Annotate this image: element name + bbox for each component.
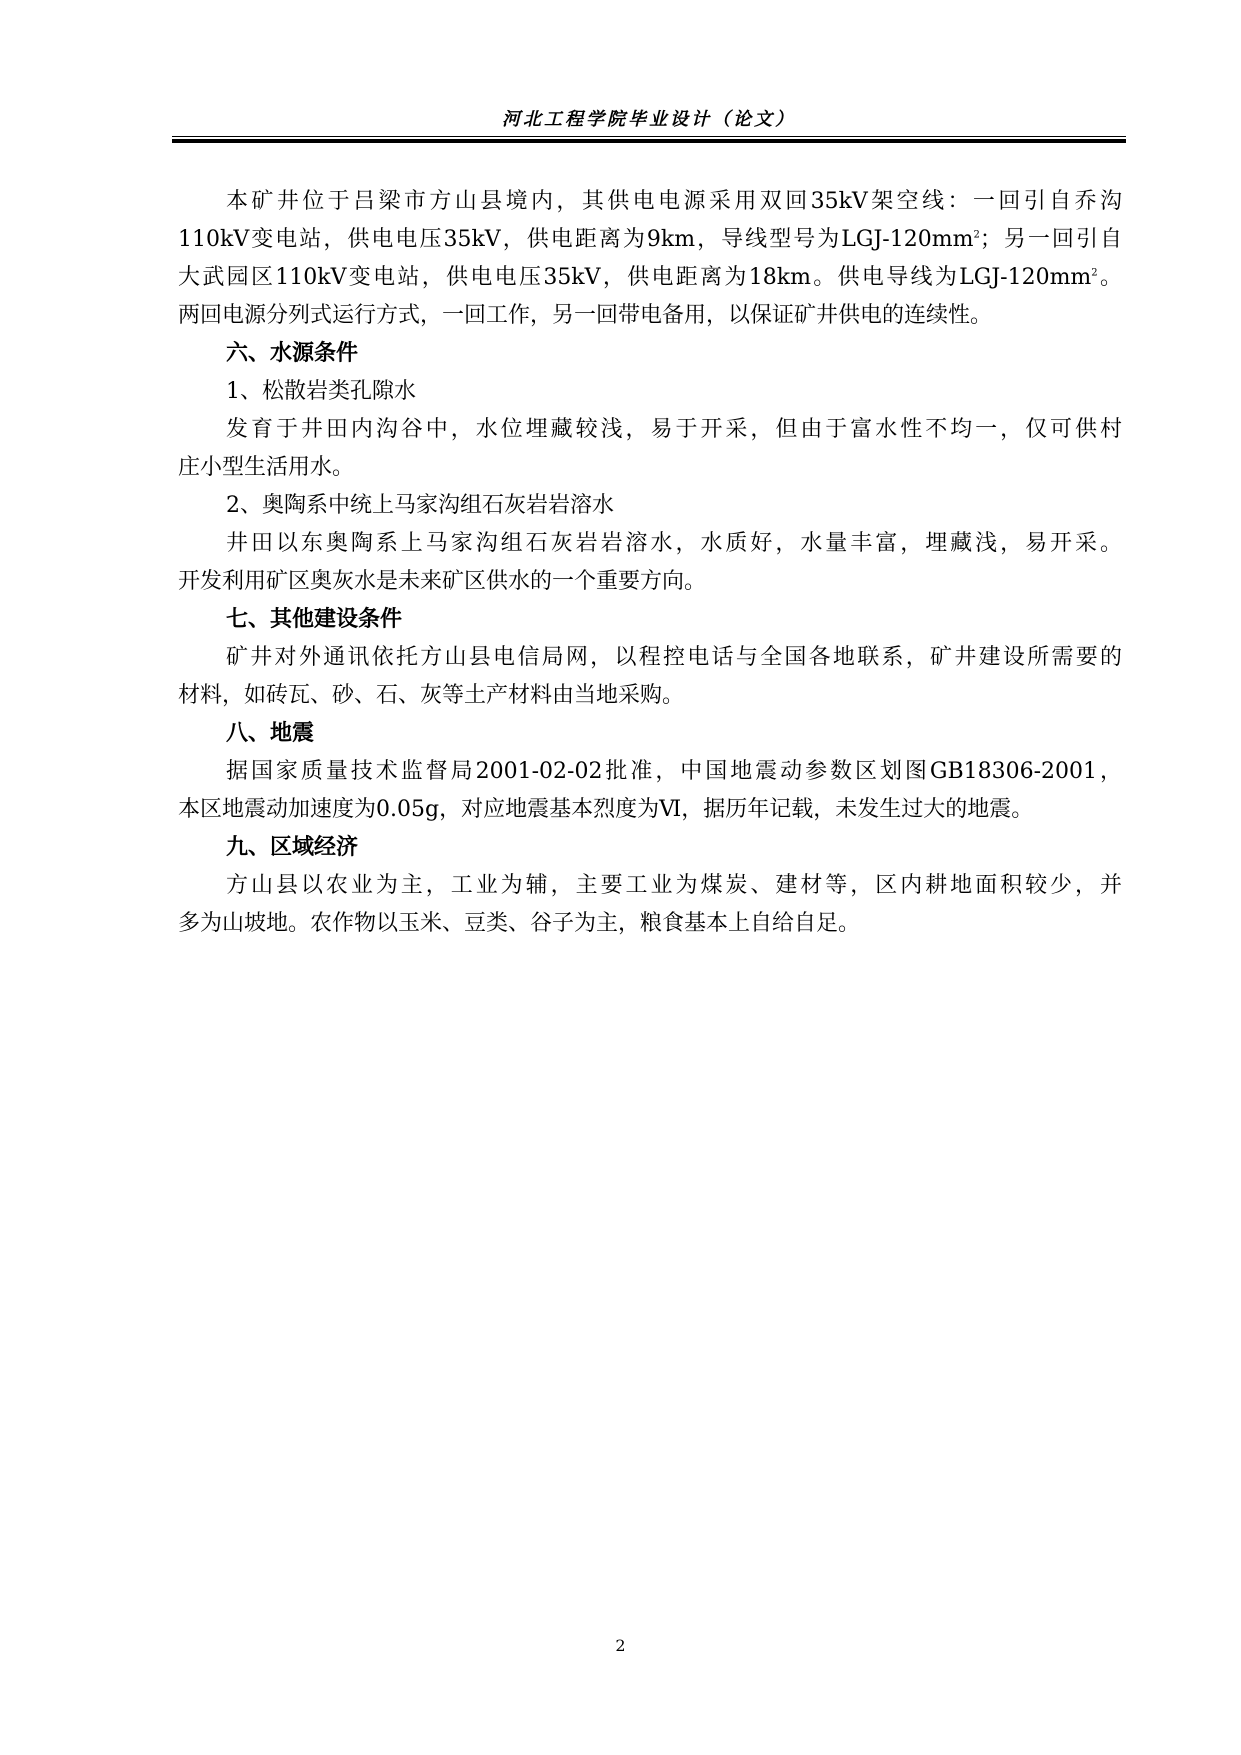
- paragraph-line: 发育于井田内沟谷中，水位埋藏较浅，易于开采，但由于富水性不均一，仅可供村: [226, 417, 1122, 442]
- header-title: 河北工程学院毕业设计（论文）: [502, 109, 796, 130]
- paragraph-line: 据国家质量技术监督局2001-02-02批准，中国地震动参数区划图GB18306-2001，: [226, 759, 1122, 784]
- paragraph-line: 本矿井位于吕梁市方山县境内，其供电电源采用双回35kV架空线：一回引自乔沟: [226, 189, 1122, 214]
- paragraph-line: 本区地震动加速度为0.05g，对应地震基本烈度为Ⅵ，据历年记载，未发生过大的地震。: [178, 797, 1034, 822]
- paragraph-line: 矿井对外通讯依托方山县电信局网，以程控电话与全国各地联系，矿井建设所需要的: [226, 645, 1122, 670]
- text-run: 。: [1097, 265, 1122, 290]
- power-supply-paragraph: [178, 183, 1122, 335]
- paragraph-line: 井田以东奥陶系上马家沟组石灰岩岩溶水，水质好，水量丰富，埋藏浅，易开采。: [226, 531, 1122, 556]
- paragraph-line: [178, 259, 1122, 297]
- paragraph-line: 材料，如砖瓦、砂、石、灰等土产材料由当地采购。: [178, 683, 685, 708]
- section-heading-earthquake: 八、地震: [226, 721, 315, 746]
- text-run: 大武园区110kV变电站，供电电压35kV，供电距离为18km。供电导线为LGJ-120mm: [178, 265, 1092, 290]
- paragraph-line: 开发利用矿区奥灰水是未来矿区供水的一个重要方向。: [178, 569, 707, 594]
- paragraph-line: 两回电源分列式运行方式，一回工作，另一回带电备用，以保证矿井供电的连续性。: [178, 303, 993, 328]
- superscript: 2: [973, 229, 980, 241]
- paragraph-line: [178, 221, 1122, 259]
- paragraph-line: 庄小型生活用水。: [178, 455, 355, 480]
- text-run: ；另一回引自: [979, 227, 1122, 252]
- superscript: 2: [1091, 267, 1098, 279]
- document-body: [178, 183, 1122, 943]
- section-heading-other-conditions: 七、其他建设条件: [226, 607, 403, 632]
- subsection-heading: 2、奥陶系中统上马家沟组石灰岩岩溶水: [226, 493, 614, 518]
- text-run: 110kV变电站，供电电压35kV，供电距离为9km，导线型号为LGJ-120mm: [178, 227, 974, 252]
- paragraph-line: 方山县以农业为主，工业为辅，主要工业为煤炭、建材等，区内耕地面积较少，并: [226, 873, 1122, 898]
- section-heading-water-source: 六、水源条件: [226, 341, 359, 366]
- page-number: 2: [615, 1636, 626, 1655]
- header-rule-thin: [172, 136, 1126, 137]
- section-heading-regional-economy: 九、区域经济: [226, 835, 359, 860]
- header-rule-thick: [172, 139, 1126, 143]
- subsection-heading: 1、松散岩类孔隙水: [226, 379, 416, 404]
- paragraph-line: 多为山坡地。农作物以玉米、豆类、谷子为主，粮食基本上自给自足。: [178, 911, 861, 936]
